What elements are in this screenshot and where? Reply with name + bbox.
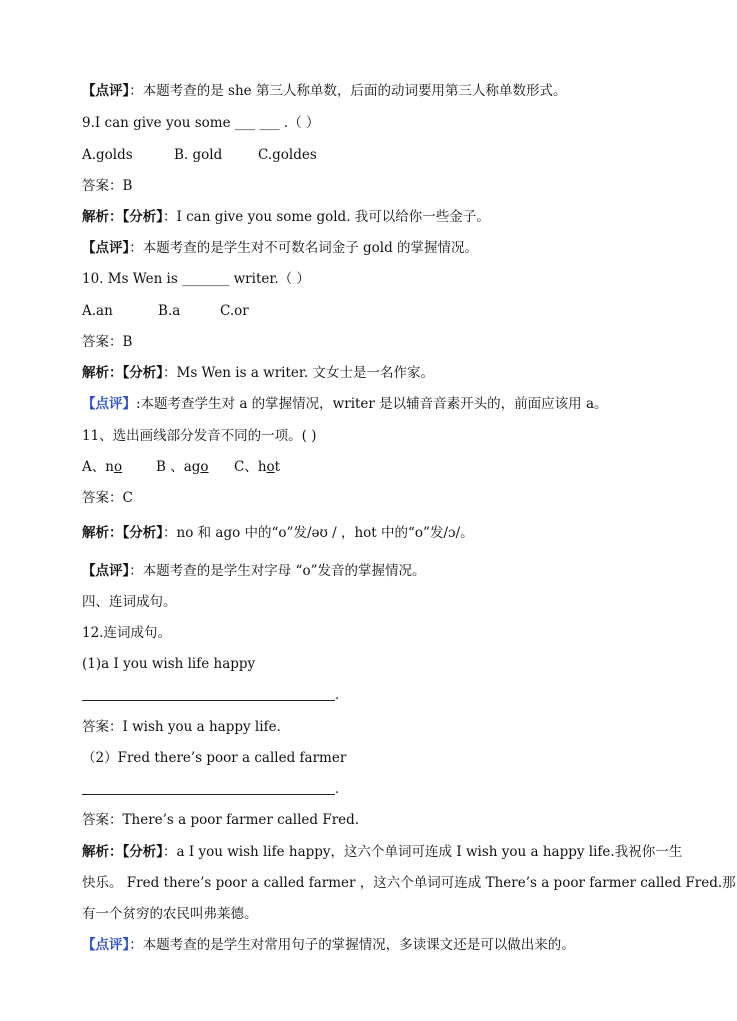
q11-option-b-underlined: o [200, 459, 209, 475]
q12-answer-2: 答案：There’s a poor farmer called Fred. [82, 812, 360, 828]
q11-question: 11、选出画线部分发音不同的一项。( ) [82, 428, 317, 444]
analysis-label: 解析：【分析】 [82, 525, 163, 541]
section-4-title: 四、连词成句。 [82, 594, 177, 610]
comment-text: :本题考查学生对 a 的掌握情况，writer 是以辅音音素开头的，前面应该用 a。 [136, 396, 608, 412]
q11-option-b-prefix: B 、ag [156, 459, 201, 475]
q12-sub-2: （2）Fred there’s poor a called farmer [82, 750, 347, 766]
q11-answer: 答案：C [82, 490, 133, 506]
q10-comment [82, 395, 608, 413]
q10-option-c: C.or [220, 303, 249, 319]
comment-text: ：本题考查的是学生对字母 “o”发音的掌握情况。 [129, 563, 426, 579]
q12-analysis-line-2: 快乐。 Fred there’s poor a called farmer ，这六个单词可连成 There’s a poor farmer called Fred.那 [82, 875, 736, 891]
comment-label: 【点评】 [82, 937, 130, 953]
q11-options [82, 458, 280, 476]
q11-option-a [82, 458, 156, 476]
answer-blank-period-1: . [335, 688, 340, 703]
q10-option-b: B.a [158, 303, 181, 319]
q12-title: 12.连词成句。 [82, 625, 171, 641]
q11-option-a-prefix: A、n [82, 459, 114, 475]
q10-analysis [82, 364, 434, 382]
comment-label: 【点评】 [82, 396, 136, 412]
q9-answer: 答案：B [82, 178, 133, 194]
answer-blank-line-2 [82, 794, 335, 795]
q11-option-c [234, 458, 280, 476]
q11-option-c-prefix: C、h [234, 459, 267, 475]
analysis-text: ：no 和 ago 中的“o”发/əʊ / ，hot 中的“o”发/ɔ/。 [163, 525, 474, 541]
q9-option-a: A.golds [82, 147, 133, 163]
q12-answer-1: 答案：I wish you a happy life. [82, 719, 281, 735]
q12-analysis-line-1 [82, 843, 682, 861]
q11-option-b [156, 458, 234, 476]
analysis-text: ：Ms Wen is a writer. 文女士是一名作家。 [163, 365, 434, 381]
q10-answer: 答案：B [82, 334, 133, 350]
analysis-text: ：I can give you some gold. 我可以给你一些金子。 [163, 209, 490, 225]
comment-text: ：本题考查的是学生对常用句子的掌握情况，多读课文还是可以做出来的。 [129, 937, 575, 953]
answer-blank-period-2: . [335, 782, 340, 797]
q9-option-c: C.goldes [258, 147, 317, 163]
q9-question: 9.I can give you some ___ ___ .（ ） [82, 115, 320, 131]
comment-text: ：本题考查的是 she 第三人称单数，后面的动词要用第三人称单数形式。 [129, 83, 567, 99]
q11-option-a-underlined: o [113, 459, 123, 475]
q9-options [82, 146, 317, 164]
analysis-label: 解析：【分析】 [82, 209, 163, 225]
q9-analysis [82, 208, 490, 226]
q9-comment [82, 239, 478, 257]
q12-comment [82, 936, 575, 954]
answer-blank-line-1 [82, 700, 335, 701]
analysis-label: 解析：【分析】 [82, 844, 163, 860]
q9-option-b: B. gold [174, 147, 223, 163]
q10-option-a: A.an [82, 303, 113, 319]
analysis-text: ：a I you wish life happy，这六个单词可连成 I wish you a happy life.我祝你一生 [163, 844, 683, 860]
q10-question: 10. Ms Wen is _______ writer.（ ） [82, 271, 310, 287]
q8-comment [82, 82, 566, 100]
q11-comment [82, 562, 425, 580]
q12-sub-1: (1)a I you wish life happy [82, 656, 256, 672]
q11-option-c-underlined: o [266, 459, 275, 475]
comment-text: ：本题考查的是学生对不可数名词金子 gold 的掌握情况。 [129, 240, 479, 256]
q12-analysis-line-3: 有一个贫穷的农民叫弗莱德。 [82, 906, 258, 922]
analysis-label: 解析：【分析】 [82, 365, 163, 381]
comment-label: 【点评】 [82, 563, 130, 579]
comment-label: 【点评】 [82, 240, 130, 256]
q10-options [82, 302, 249, 320]
q11-analysis [82, 524, 474, 542]
comment-label: 【点评】 [82, 83, 130, 99]
q11-option-c-suffix: t [274, 459, 281, 475]
